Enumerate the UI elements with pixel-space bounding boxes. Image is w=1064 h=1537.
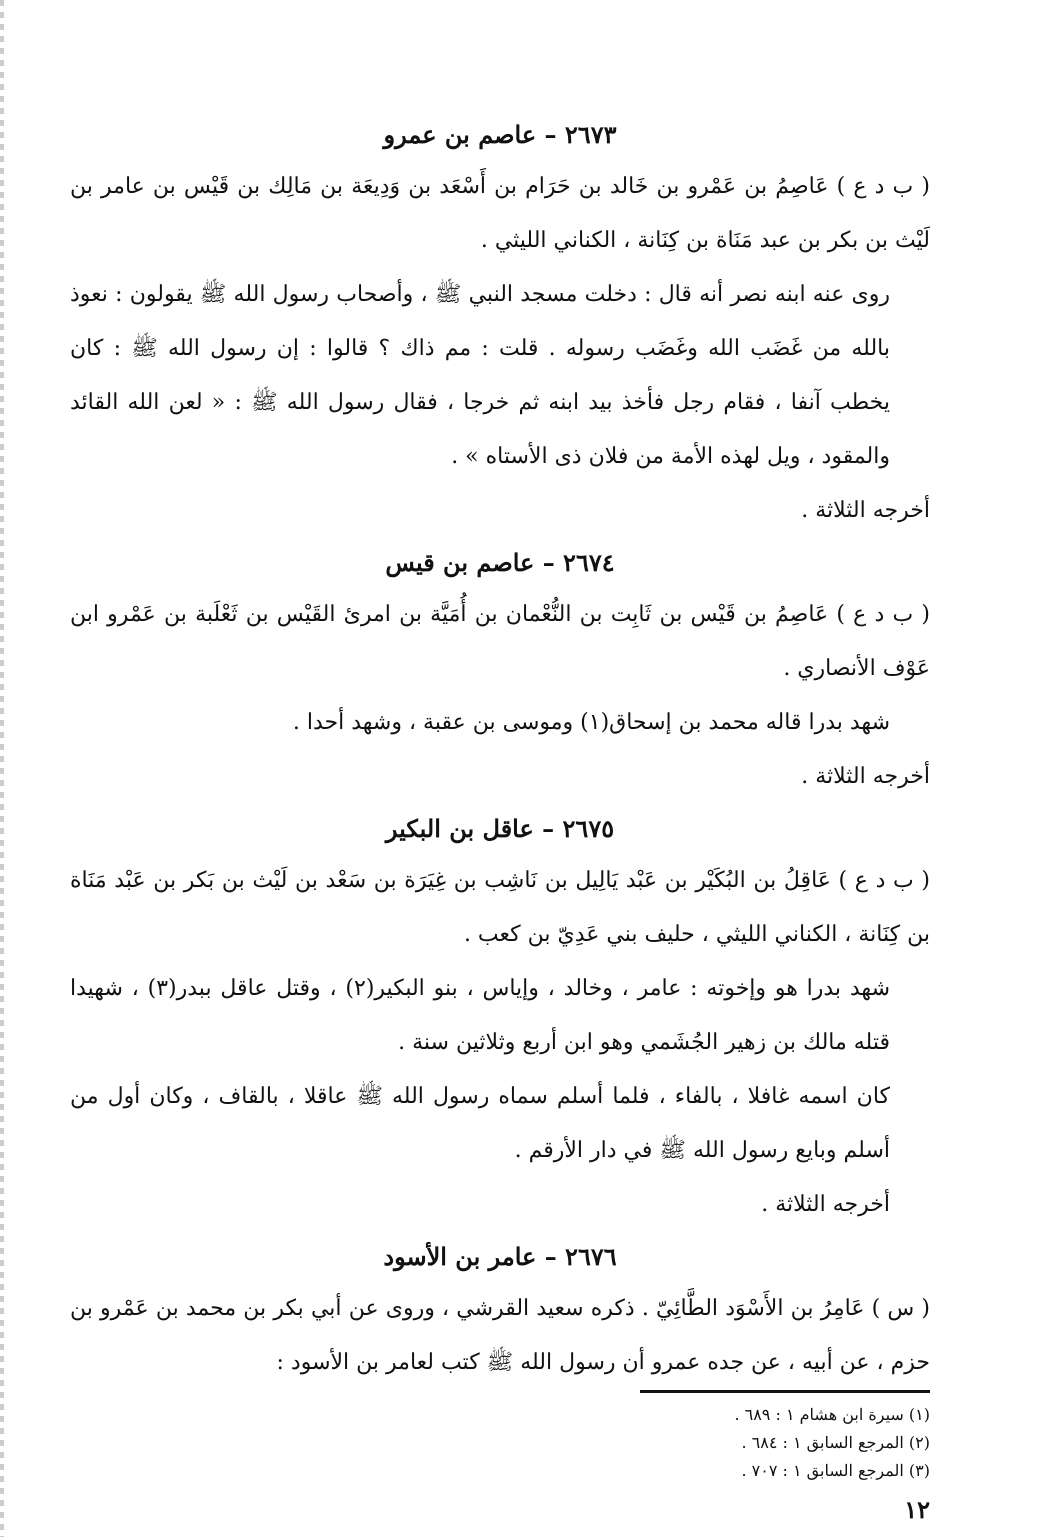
entry-paragraph: ( ب د ع ) عَاصِمُ بن عَمْرو بن خَالد بن حَرَام بن أَسْعَد بن وَدِيعَة بن مَالِك بن قَيْس بن عامر بن لَيْث بن بكر بن عبد مَنَاة بن كِنَانة ، الكناني الليثي . [70,174,930,253]
entry-paragraph: ( س ) عَامِرُ بن الأَسْوَد الطَّائِيّ . ذكره سعيد القرشي ، وروى عن أبي بكر بن محمد بن عَمْرو بن حزم ، عن أبيه ، عن جده عمرو أن رسول الله ﷺ كتب لعامر بن الأسود : [70,1296,930,1375]
footnote-list [70,1401,930,1485]
entry-heading: ٢٦٧٦ – عامر بن الأسود [383,1242,617,1271]
entry-paragraph: شهد بدرا هو وإخوته : عامر ، وخالد ، وإياس ، بنو البكير(٢) ، وقتل عاقل ببدر(٣) ، شهيدا قتله مالك بن زهير الجُشَمي وهو ابن أربع وثلاثين سنة . [70,976,891,1055]
entry-paragraph: كان اسمه غافلا ، بالفاء ، فلما أسلم سماه رسول الله ﷺ عاقلا ، بالقاف ، وكان أول من أسلم وبايع رسول الله ﷺ في دار الأرقم . [70,1084,890,1163]
footnote: (٢) المرجع السابق ١ : ٦٨٤ . [741,1433,930,1452]
footnote: (١) سيرة ابن هشام ١ : ٦٨٩ . [734,1405,930,1424]
footnote-divider [640,1390,930,1393]
entry-heading: ٢٦٧٤ – عاصم بن قيس [385,548,615,577]
entry-body [70,160,930,538]
entry-body [70,588,930,804]
entry-body [70,854,930,1232]
page-number: ١٢ [904,1495,930,1524]
entry-paragraph: ( ب د ع ) عَاقِلُ بن البُكَيْر بن عَبْد يَالِيل بن نَاشِب بن غِيَرَة بن سَعْد بن لَيْث بن بَكر بن عَبْد مَنَاة بن كِنَانة ، الكناني الليثي ، حليف بني عَدِيّ بن كعب . [70,868,930,947]
entry-paragraph: أخرجه الثلاثة . [801,498,930,523]
entry-paragraph: ( ب د ع ) عَاصِمُ بن قَيْس بن ثَابِت بن النُّعْمان بن أُمَيَّة بن امرئ القَيْس بن ثَعْلَبة بن عَمْرو ابن عَوْف الأنصاري . [70,602,930,681]
footnotes-section [70,1390,930,1485]
entry-paragraph: شهد بدرا قاله محمد بن إسحاق(١) وموسى بن عقبة ، وشهد أحدا . [292,710,890,735]
entry-body [70,1282,930,1390]
footnote: (٣) المرجع السابق ١ : ٧٠٧ . [741,1461,930,1480]
entry-paragraph: أخرجه الثلاثة . [801,764,930,789]
entry-heading: ٢٦٧٣ – عاصم بن عمرو [383,120,617,149]
entry-paragraph: روى عنه ابنه نصر أنه قال : دخلت مسجد النبي ﷺ ، وأصحاب رسول الله ﷺ يقولون : نعوذ بالله من غَضَب الله وغَضَب رسوله . قلت : مم ذاك ؟ قالوا : إن رسول الله ﷺ : كان يخطب آنفا ، فقام رجل فأخذ بيد ابنه ثم خرجا ، فقال رسول الله ﷺ : « لعن الله القائد والمقود ، ويل لهذه الأمة من فلان ذى الأستاه » . [70,282,890,469]
entry-heading: ٢٦٧٥ – عاقل بن البكير [385,814,615,843]
entry-paragraph: أخرجه الثلاثة . [761,1192,890,1217]
